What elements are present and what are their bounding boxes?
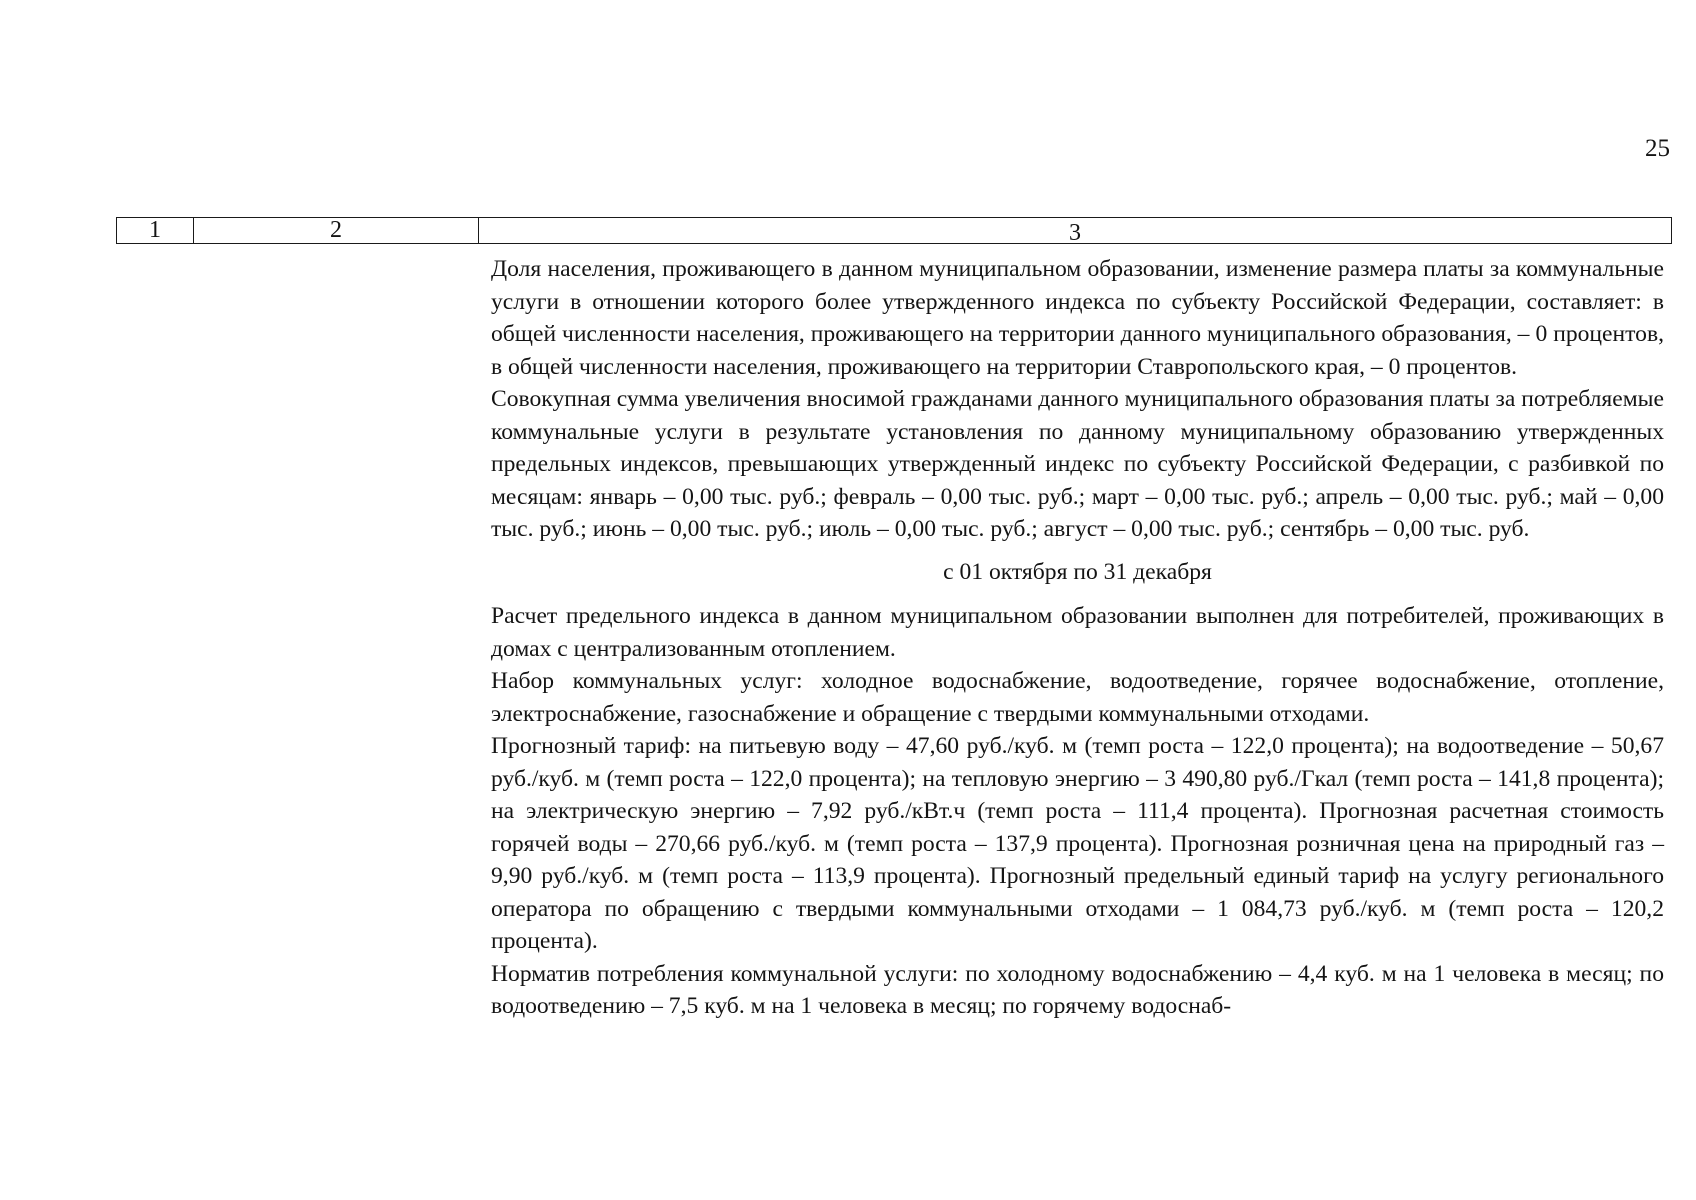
paragraph-payment-increase: Совокупная сумма увеличения вносимой гражданами данного муниципального образования платы за потребляемые коммунальные услуги в результате установления по данному муниципальному образованию утвержденных предельных индексов, превышающих утвержденный индекс по субъекту Российской Федерации, с разбивкой по месяцам: январь – 0,00 тыс. руб.; февраль – 0,00 тыс. руб.; март – 0,00 тыс. руб.; апрель – 0,00 тыс. руб.; май – 0,00 тыс. руб.; июнь – 0,00 тыс. руб.; июль – 0,00 тыс. руб.; август – 0,00 тыс. руб.; сентябрь – 0,00 тыс. руб. bbox=[491, 386, 1664, 542]
column-number-1: 1 bbox=[117, 218, 194, 243]
column-number-3: 3 bbox=[1069, 220, 1081, 246]
paragraph-consumption-norm: Норматив потребления коммунальной услуги: по холодному водоснабжению – 4,4 куб. м на 1 человека в месяц; по водоотведению – 7,5 куб. м на 1 человека в месяц; по горячему водоснаб- bbox=[491, 960, 1664, 1019]
paragraph-forecast-tariff: Прогнозный тариф: на питьевую воду – 47,60 руб./куб. м (темп роста – 122,0 процента); на водоотведение – 50,67 руб./куб. м (темп роста – 122,0 процента); на тепловую энергию – 3 490,80 руб./Гкал (темп роста – 141,8 процента); на электрическую энергию – 7,92 руб./кВт.ч (темп роста – 111,4 процента). Прогнозная расчетная стоимость горячей воды – 270,66 руб./куб. м (темп роста – 137,9 процента). Прогнозная розничная цена на природный газ – 9,90 руб./куб. м (темп роста – 113,9 процента). Прогнозный предельный единый тариф на услугу регионального оператора по обращению с твердыми коммунальными отходами – 1 084,73 руб./куб. м (темп роста – 120,2 процента). bbox=[491, 733, 1664, 954]
paragraph-index-calculation: Расчет предельного индекса в данном муниципальном образовании выполнен для потребителей, проживающих в домах с централизованным отоплением. bbox=[491, 603, 1664, 662]
page-number: 25 bbox=[1645, 135, 1670, 162]
paragraph-services-set: Набор коммунальных услуг: холодное водоснабжение, водоотведение, горячее водоснабжение, отопление, электроснабжение, газоснабжение и обращение с твердыми коммунальными отходами. bbox=[491, 668, 1664, 727]
table-column-header bbox=[116, 217, 1672, 244]
period-heading: с 01 октября по 31 декабря bbox=[943, 558, 1212, 585]
column-number-2: 2 bbox=[194, 218, 479, 243]
paragraph-population-share: Доля населения, проживающего в данном муниципальном образовании, изменение размера платы за коммунальные услуги в отношении которого более утвержденного индекса по субъекту Российской Федерации, составляет: в общей численности населения, проживающего на территории данного муниципального образования, – 0 процентов, в общей численности населения, проживающего на территории Ставропольского края, – 0 процентов. bbox=[491, 256, 1664, 380]
document-body bbox=[491, 253, 1664, 1023]
